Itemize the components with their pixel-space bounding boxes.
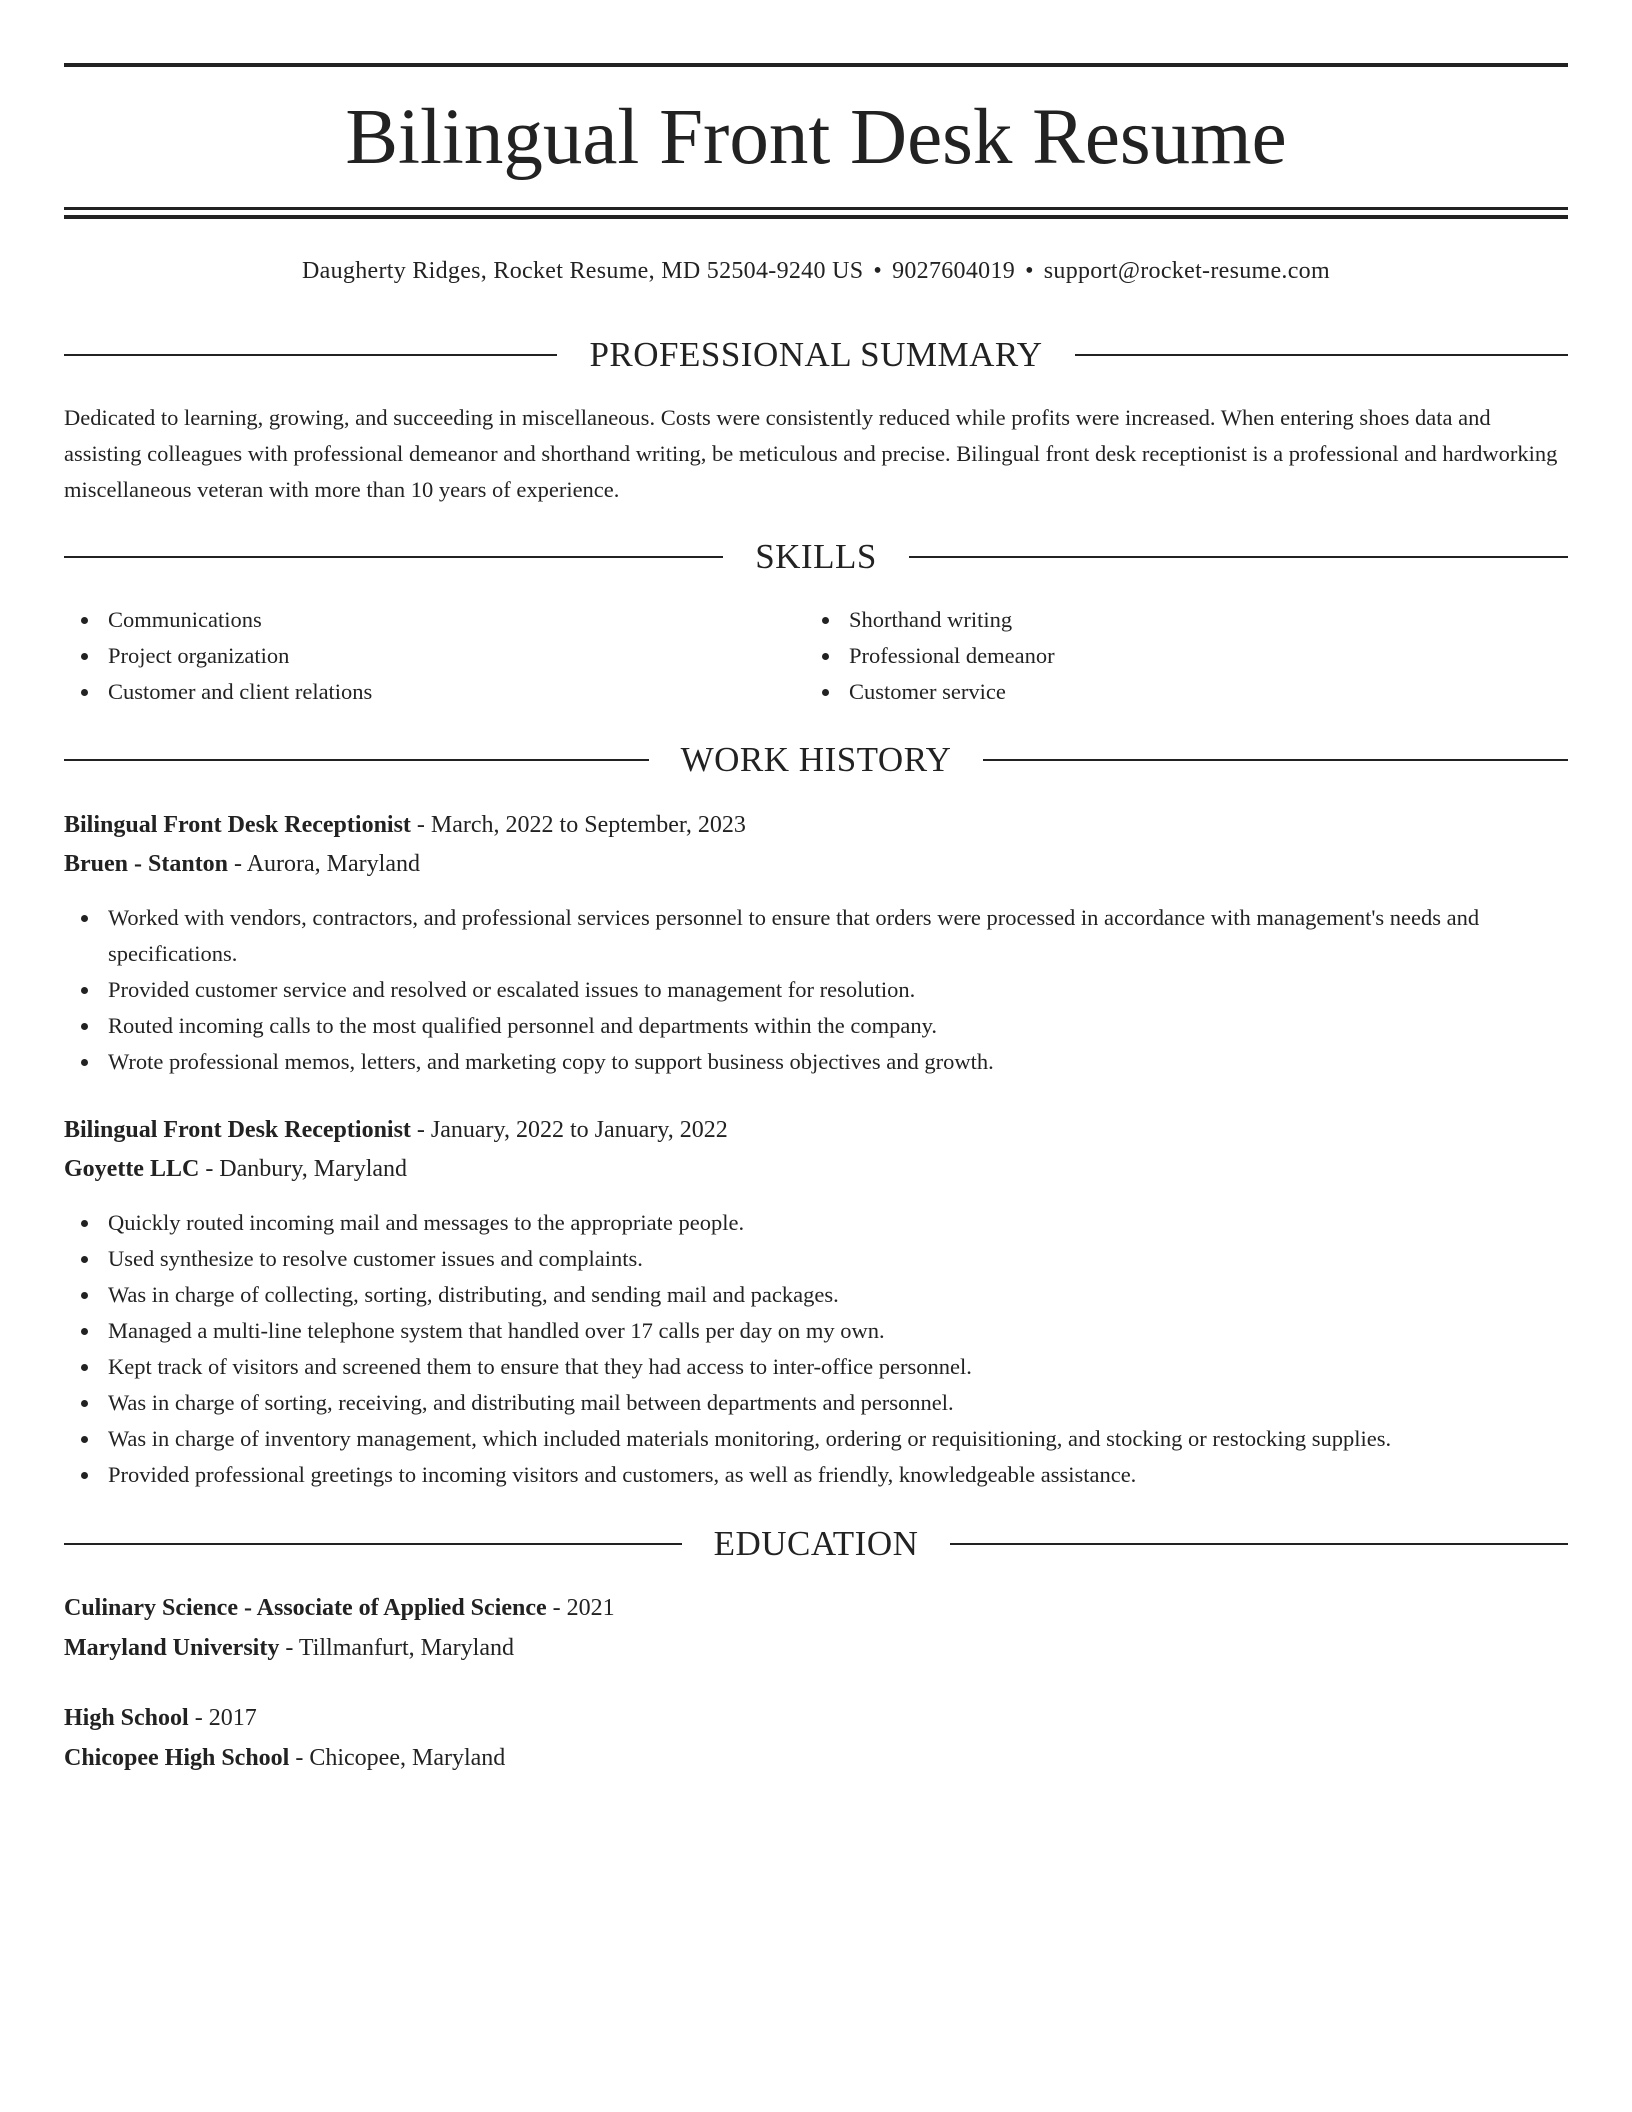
job-location: - Aurora, Maryland — [228, 851, 420, 877]
job-dates: - March, 2022 to September, 2023 — [410, 812, 746, 838]
job-bullet: Was in charge of sorting, receiving, and distributing mail between departments and personnel. — [64, 1385, 1568, 1421]
resume-title: Bilingual Front Desk Resume — [345, 94, 1287, 181]
education-location: - Tillmanfurt, Maryland — [279, 1635, 514, 1661]
job-bullet: Used synthesize to resolve customer issues and complaints. — [64, 1241, 1568, 1277]
job-bullet: Worked with vendors, contractors, and professional services personnel to ensure that orders were processed in accordance with management's needs and specifications. — [64, 900, 1568, 972]
job-bullet: Routed incoming calls to the most qualified personnel and departments within the company. — [64, 1008, 1568, 1044]
work-heading-label: WORK HISTORY — [680, 740, 952, 779]
job-title: Bilingual Front Desk Receptionist — [64, 1117, 411, 1143]
job-company-line — [64, 1151, 1568, 1187]
job-bullet: Kept track of visitors and screened them to ensure that they had access to inter-office personnel. — [64, 1349, 1568, 1385]
education-year: - 2017 — [188, 1705, 257, 1731]
heading-rule-right — [983, 759, 1568, 761]
summary-text: Dedicated to learning, growing, and succeeding in miscellaneous. Costs were consistently reduced while profits were increased. When entering shoes data and assisting colleagues with professional demeanor and shorthand writing, be meticulous and precise. Bilingual front desk receptionist is a professional and hardworking miscellaneous veteran with more than 10 years of experience. — [64, 405, 1558, 502]
skill-item: Customer service — [805, 674, 1505, 710]
skill-item: Project organization — [64, 638, 764, 674]
education-section-heading — [64, 1522, 1568, 1566]
education-degree-line — [64, 1590, 1568, 1626]
job-bullet: Provided customer service and resolved or escalated issues to management for resolution. — [64, 972, 1568, 1008]
skill-item: Communications — [64, 602, 764, 638]
title-double-rule-upper — [64, 207, 1568, 210]
job-title-line — [64, 807, 1568, 843]
skill-item: Shorthand writing — [805, 602, 1505, 638]
summary-heading-label: PROFESSIONAL SUMMARY — [589, 335, 1043, 374]
education-degree: High School — [64, 1705, 189, 1731]
work-section-heading — [64, 738, 1568, 782]
skill-item: Customer and client relations — [64, 674, 764, 710]
education-location: - Chicopee, Maryland — [289, 1745, 506, 1771]
heading-rule-left — [64, 354, 557, 356]
job-bullet: Quickly routed incoming mail and messages to the appropriate people. — [64, 1205, 1568, 1241]
education-degree-line — [64, 1700, 1568, 1736]
heading-rule-right — [909, 556, 1568, 558]
education-year: - 2021 — [546, 1595, 615, 1621]
skills-section-heading — [64, 535, 1568, 579]
skills-heading-label: SKILLS — [755, 537, 877, 576]
job-title-line — [64, 1112, 1568, 1148]
heading-rule-right — [950, 1543, 1568, 1545]
job-bullet: Managed a multi-line telephone system that handled over 17 calls per day on my own. — [64, 1313, 1568, 1349]
contact-address: Daugherty Ridges, Rocket Resume, MD 52504-9240 US — [302, 258, 864, 284]
skills-list-right — [805, 602, 1505, 710]
job-bullets — [64, 1205, 1568, 1493]
job-bullet: Was in charge of collecting, sorting, distributing, and sending mail and packages. — [64, 1277, 1568, 1313]
job-bullet: Provided professional greetings to incoming visitors and customers, as well as friendly, knowledgeable assistance. — [64, 1457, 1568, 1493]
education-school: Chicopee High School — [64, 1745, 290, 1771]
job-bullet: Wrote professional memos, letters, and marketing copy to support business objectives and growth. — [64, 1044, 1568, 1080]
contact-separator: • — [1025, 258, 1034, 284]
heading-rule-right — [1075, 354, 1568, 356]
job-dates: - January, 2022 to January, 2022 — [410, 1117, 728, 1143]
job-company-line — [64, 846, 1568, 882]
education-degree: Culinary Science - Associate of Applied Science — [64, 1595, 547, 1621]
job-location: - Danbury, Maryland — [199, 1156, 408, 1182]
job-title: Bilingual Front Desk Receptionist — [64, 812, 411, 838]
job-company: Goyette LLC — [64, 1156, 200, 1182]
skills-list-left — [64, 602, 764, 710]
contact-phone: 9027604019 — [892, 258, 1016, 284]
summary-section-heading — [64, 333, 1568, 377]
title-double-rule-lower — [64, 215, 1568, 219]
contact-email: support@rocket-resume.com — [1043, 258, 1330, 284]
contact-separator: • — [873, 258, 883, 284]
contact-line — [64, 254, 1568, 288]
job-bullet: Was in charge of inventory management, which included materials monitoring, ordering or requisitioning, and stocking or restocking supplies. — [64, 1421, 1568, 1457]
skill-item: Professional demeanor — [805, 638, 1505, 674]
education-school-line — [64, 1630, 1568, 1666]
job-bullets — [64, 900, 1568, 1080]
heading-rule-left — [64, 759, 649, 761]
job-company: Bruen - Stanton — [64, 851, 229, 877]
heading-rule-left — [64, 556, 723, 558]
top-rule — [64, 63, 1568, 67]
education-heading-label: EDUCATION — [713, 1524, 919, 1563]
education-school-line — [64, 1740, 1568, 1776]
heading-rule-left — [64, 1543, 682, 1545]
education-school: Maryland University — [64, 1635, 280, 1661]
